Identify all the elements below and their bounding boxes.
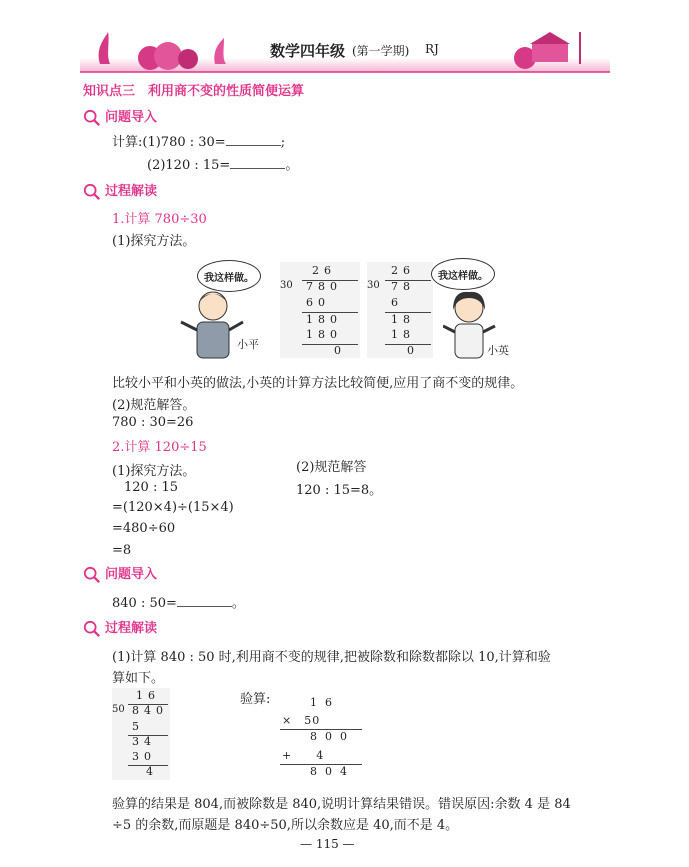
division-row: 5 <box>132 720 144 733</box>
subheading-1: 1.计算 780÷30 <box>112 212 207 227</box>
calc-line-2-text: (2)120 : 15= <box>147 158 231 173</box>
para-2: 验算的结果是 804,而被除数是 840,说明计算结果错误。错误原因:余数 4 是 84 <box>112 797 571 812</box>
name-right: 小英 <box>487 344 509 357</box>
boy-figure <box>177 286 247 364</box>
calc-line-1-text: 计算:(1)780 : 30= <box>112 135 226 150</box>
section-heading-intro-1 <box>83 106 157 127</box>
calc-line-1-end: ; <box>280 135 286 150</box>
division-row: 18 <box>391 313 415 326</box>
subheading-2: 2.计算 120÷15 <box>112 440 207 455</box>
divisor: 50 <box>112 704 125 715</box>
quotient: 26 <box>312 264 336 277</box>
division-right <box>367 262 433 358</box>
check-row: 804 <box>310 765 355 778</box>
dividend: 78 <box>391 280 415 293</box>
speech-left-text: 我这样做。 <box>204 272 254 284</box>
page-number: — 115 — <box>300 837 355 851</box>
standard-2: (2)规范解答 <box>296 460 367 475</box>
check-row: + 4 <box>282 749 325 762</box>
divisor: 30 <box>367 280 380 291</box>
name-left: 小平 <box>237 338 259 351</box>
section-heading-process-1 <box>83 180 157 201</box>
division-row: 0 <box>407 344 419 357</box>
calc-line-3 <box>112 592 245 611</box>
answer-blank <box>177 594 232 607</box>
speech-right-text: 我这样做。 <box>438 270 488 282</box>
division-row: 18 <box>391 328 415 341</box>
step-2: =(120×4)÷(15×4) <box>112 500 234 515</box>
division-row: 30 <box>132 750 156 763</box>
magnifier-icon <box>83 109 101 127</box>
answer-2: 120 : 15=8。 <box>296 483 383 498</box>
section-heading-text: 过程解读 <box>105 184 158 199</box>
para-1: (1)计算 840 : 50 时,利用商不变的规律,把被除数和除数都除以 10,计算和验 <box>112 650 551 665</box>
section-heading-process-2 <box>83 617 157 638</box>
division-row: 0 <box>334 344 346 357</box>
header-banner <box>80 28 610 74</box>
standard-1: (2)规范解答。 <box>112 398 196 413</box>
book-title: 数学四年级 <box>270 42 346 60</box>
answer-blank <box>226 133 281 146</box>
dividend: 780 <box>306 280 342 293</box>
division-840 <box>112 688 170 780</box>
section-heading-text: 问题导入 <box>105 567 158 582</box>
division-row: 180 <box>306 328 342 341</box>
division-left <box>280 262 360 358</box>
magnifier-icon <box>83 566 101 584</box>
calc-line-2 <box>147 154 298 173</box>
explore-2: (1)探究方法。 <box>112 464 196 479</box>
magnifier-icon <box>83 620 101 638</box>
divisor: 30 <box>280 280 293 291</box>
quotient: 16 <box>136 689 160 702</box>
check-label: 验算: <box>240 692 271 707</box>
verification <box>280 696 366 782</box>
check-row: 16 <box>310 696 340 709</box>
calc-line-1 <box>112 131 285 150</box>
check-row: × 50 <box>282 714 321 727</box>
semester-label: (第一学期) <box>352 44 410 58</box>
knowledge-point-title: 知识点三 利用商不变的性质简便运算 <box>83 84 305 99</box>
step-3: =480÷60 <box>112 521 176 536</box>
calc-line-3-text: 840 : 50= <box>112 596 177 611</box>
step-1: 120 : 15 <box>124 480 178 495</box>
quotient: 26 <box>391 264 415 277</box>
answer-1: 780 : 30=26 <box>112 415 194 430</box>
section-heading-intro-2 <box>83 563 157 584</box>
explore-1: (1)探究方法。 <box>112 234 196 249</box>
section-heading-text: 过程解读 <box>105 621 158 636</box>
division-row: 34 <box>132 735 156 748</box>
dividend: 840 <box>132 704 168 717</box>
division-row: 60 <box>306 296 330 309</box>
calc-line-2-end: 。 <box>285 158 299 173</box>
magnifier-icon <box>83 183 101 201</box>
compare-text: 比较小平和小英的做法,小英的计算方法比较简便,应用了商不变的规律。 <box>112 376 524 391</box>
para-1b: 算如下。 <box>112 671 165 686</box>
step-4: =8 <box>112 543 132 558</box>
division-row: 180 <box>306 313 342 326</box>
division-row: 6 <box>391 296 403 309</box>
para-2b: ÷5 的余数,而原题是 840÷50,所以余数应是 40,而不是 4。 <box>112 818 459 833</box>
answer-blank <box>230 156 285 169</box>
edition-label: RJ <box>425 42 439 56</box>
section-heading-text: 问题导入 <box>105 110 158 125</box>
check-row: 800 <box>310 730 355 743</box>
calc-line-3-end: 。 <box>231 596 245 611</box>
division-row: 4 <box>146 765 158 778</box>
illustration <box>175 256 520 366</box>
